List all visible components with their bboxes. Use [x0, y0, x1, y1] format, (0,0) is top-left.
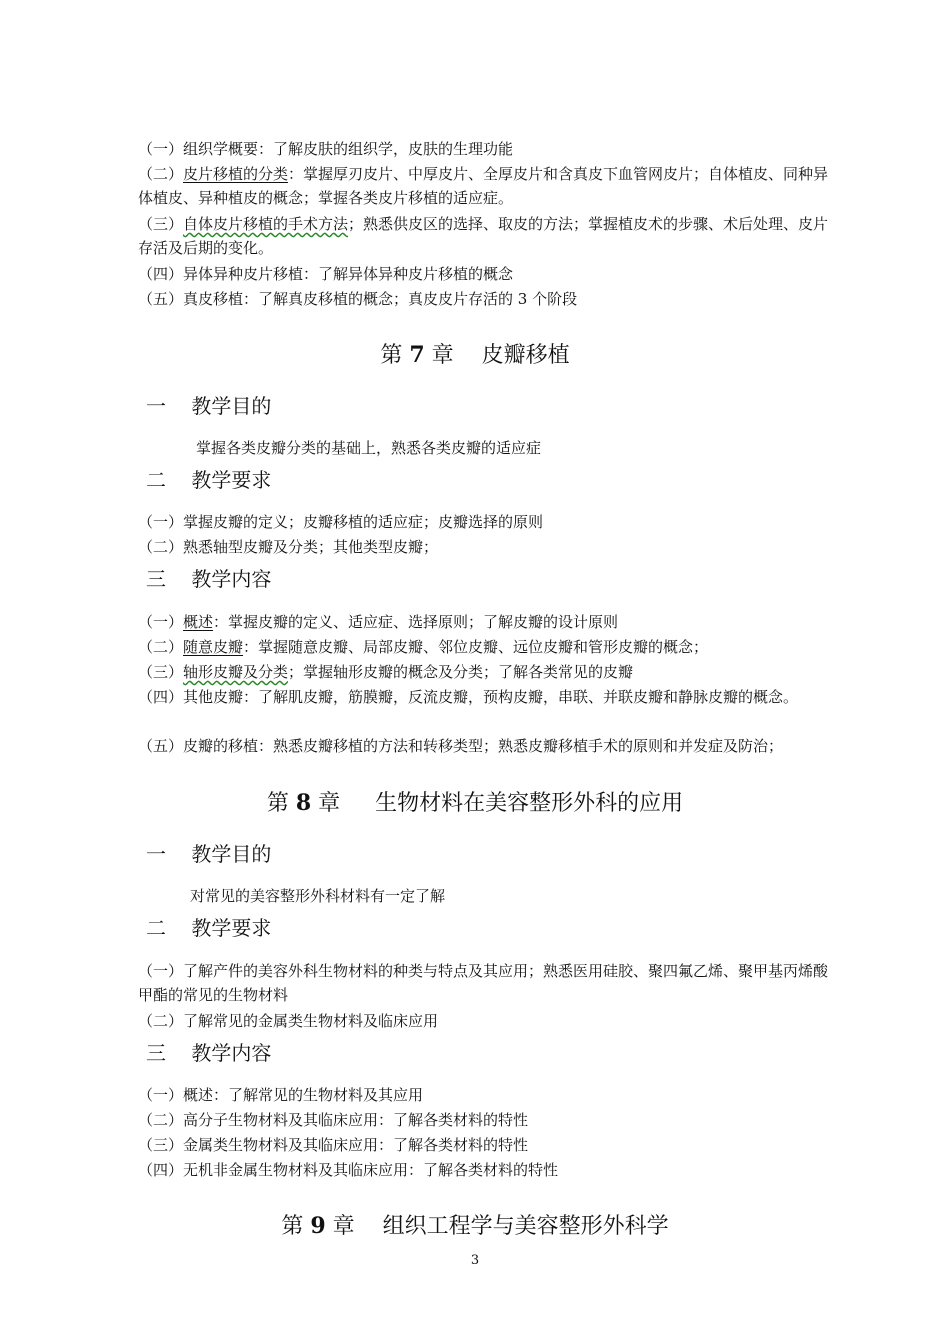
ch8-content-item-2: （二）高分子生物材料及其临床应用：了解各类材料的特性: [138, 1111, 529, 1129]
chapter-8-title: 第 8 章 生物材料在美容整形外科的应用: [266, 790, 684, 816]
keyword-axial-flap: 轴形皮瓣及分类: [183, 663, 289, 681]
ch8-req-item-1: （一）了解产件的美容外科生物材料的种类与特点及其应用；熟悉医用硅胶、聚四氟乙烯、聚甲基丙烯酸甲酯的常见的生物材料: [138, 962, 829, 1004]
chapter-7-title: 第 7 章 皮瓣移植: [380, 342, 570, 368]
ch8-content-item-4: （四）无机非金属生物材料及其临床应用：了解各类材料的特性: [138, 1161, 559, 1179]
ch8-content-item-3: （三）金属类生物材料及其临床应用：了解各类材料的特性: [138, 1136, 529, 1154]
top-item-5: （五）真皮移植：了解真皮移植的概念；真皮皮片存活的 3 个阶段: [138, 290, 578, 308]
ch8-req-item-2: （二）了解常见的金属类生物材料及临床应用: [138, 1012, 439, 1030]
keyword-overview: 概述: [183, 613, 214, 631]
ch7-content-item-2: （二）随意皮瓣：掌握随意皮瓣、局部皮瓣、邻位皮瓣、远位皮瓣和管形皮瓣的概念；: [138, 638, 709, 656]
ch7-req-heading: 二 教学要求: [146, 468, 272, 492]
keyword-skin-graft-classification: 皮片移植的分类: [183, 165, 289, 183]
top-item-2: （二）皮片移植的分类：掌握厚刃皮片、中厚皮片、全厚皮片和含真皮下血管网皮片；自体植皮、同种异体植皮、异种植皮的概念；掌握各类皮片移植的适应症。: [138, 165, 829, 207]
ch8-aim-text: 对常见的美容整形外科材料有一定了解: [190, 887, 446, 905]
ch7-content-item-3: （三）轴形皮瓣及分类；掌握轴形皮瓣的概念及分类；了解各类常见的皮瓣: [138, 663, 634, 681]
ch7-aim-text: 掌握各类皮瓣分类的基础上，熟悉各类皮瓣的适应症: [196, 439, 542, 457]
page-number: 3: [470, 1253, 480, 1268]
ch7-req-item-2: （二）熟悉轴型皮瓣及分类；其他类型皮瓣；: [138, 538, 439, 556]
ch8-content-heading: 三 教学内容: [146, 1041, 272, 1065]
ch7-req-item-1: （一）掌握皮瓣的定义；皮瓣移植的适应症；皮瓣选择的原则: [138, 513, 544, 531]
ch7-content-item-4: （四）其他皮瓣：了解肌皮瓣，筋膜瓣，反流皮瓣，预构皮瓣，串联、并联皮瓣和静脉皮瓣的概念。: [138, 688, 799, 706]
keyword-random-flap: 随意皮瓣: [183, 638, 244, 656]
ch8-req-heading: 二 教学要求: [146, 916, 272, 940]
ch7-content-item-1: （一）概述：掌握皮瓣的定义、适应症、选择原则；了解皮瓣的设计原则: [138, 613, 619, 631]
top-item-3: （三）自体皮片移植的手术方法；熟悉供皮区的选择、取皮的方法；掌握植皮术的步骤、术后处理、皮片存活及后期的变化。: [138, 215, 829, 257]
top-item-1: （一）组织学概要：了解皮肤的组织学，皮肤的生理功能: [138, 140, 514, 158]
top-item-4: （四）异体异种皮片移植：了解异体异种皮片移植的概念: [138, 265, 514, 283]
ch7-content-heading: 三 教学内容: [146, 567, 272, 591]
chapter-9-title: 第 9 章 组织工程学与美容整形外科学: [281, 1213, 669, 1239]
ch7-content-item-5: （五）皮瓣的移植：熟悉皮瓣移植的方法和转移类型；熟悉皮瓣移植手术的原则和并发症及防治；: [138, 737, 784, 755]
ch8-content-item-1: （一）概述：了解常见的生物材料及其应用: [138, 1086, 424, 1104]
ch7-aim-heading: 一 教学目的: [146, 394, 272, 418]
keyword-autograft-surgery: 自体皮片移植的手术方法: [183, 215, 349, 233]
ch8-aim-heading: 一 教学目的: [146, 842, 272, 866]
